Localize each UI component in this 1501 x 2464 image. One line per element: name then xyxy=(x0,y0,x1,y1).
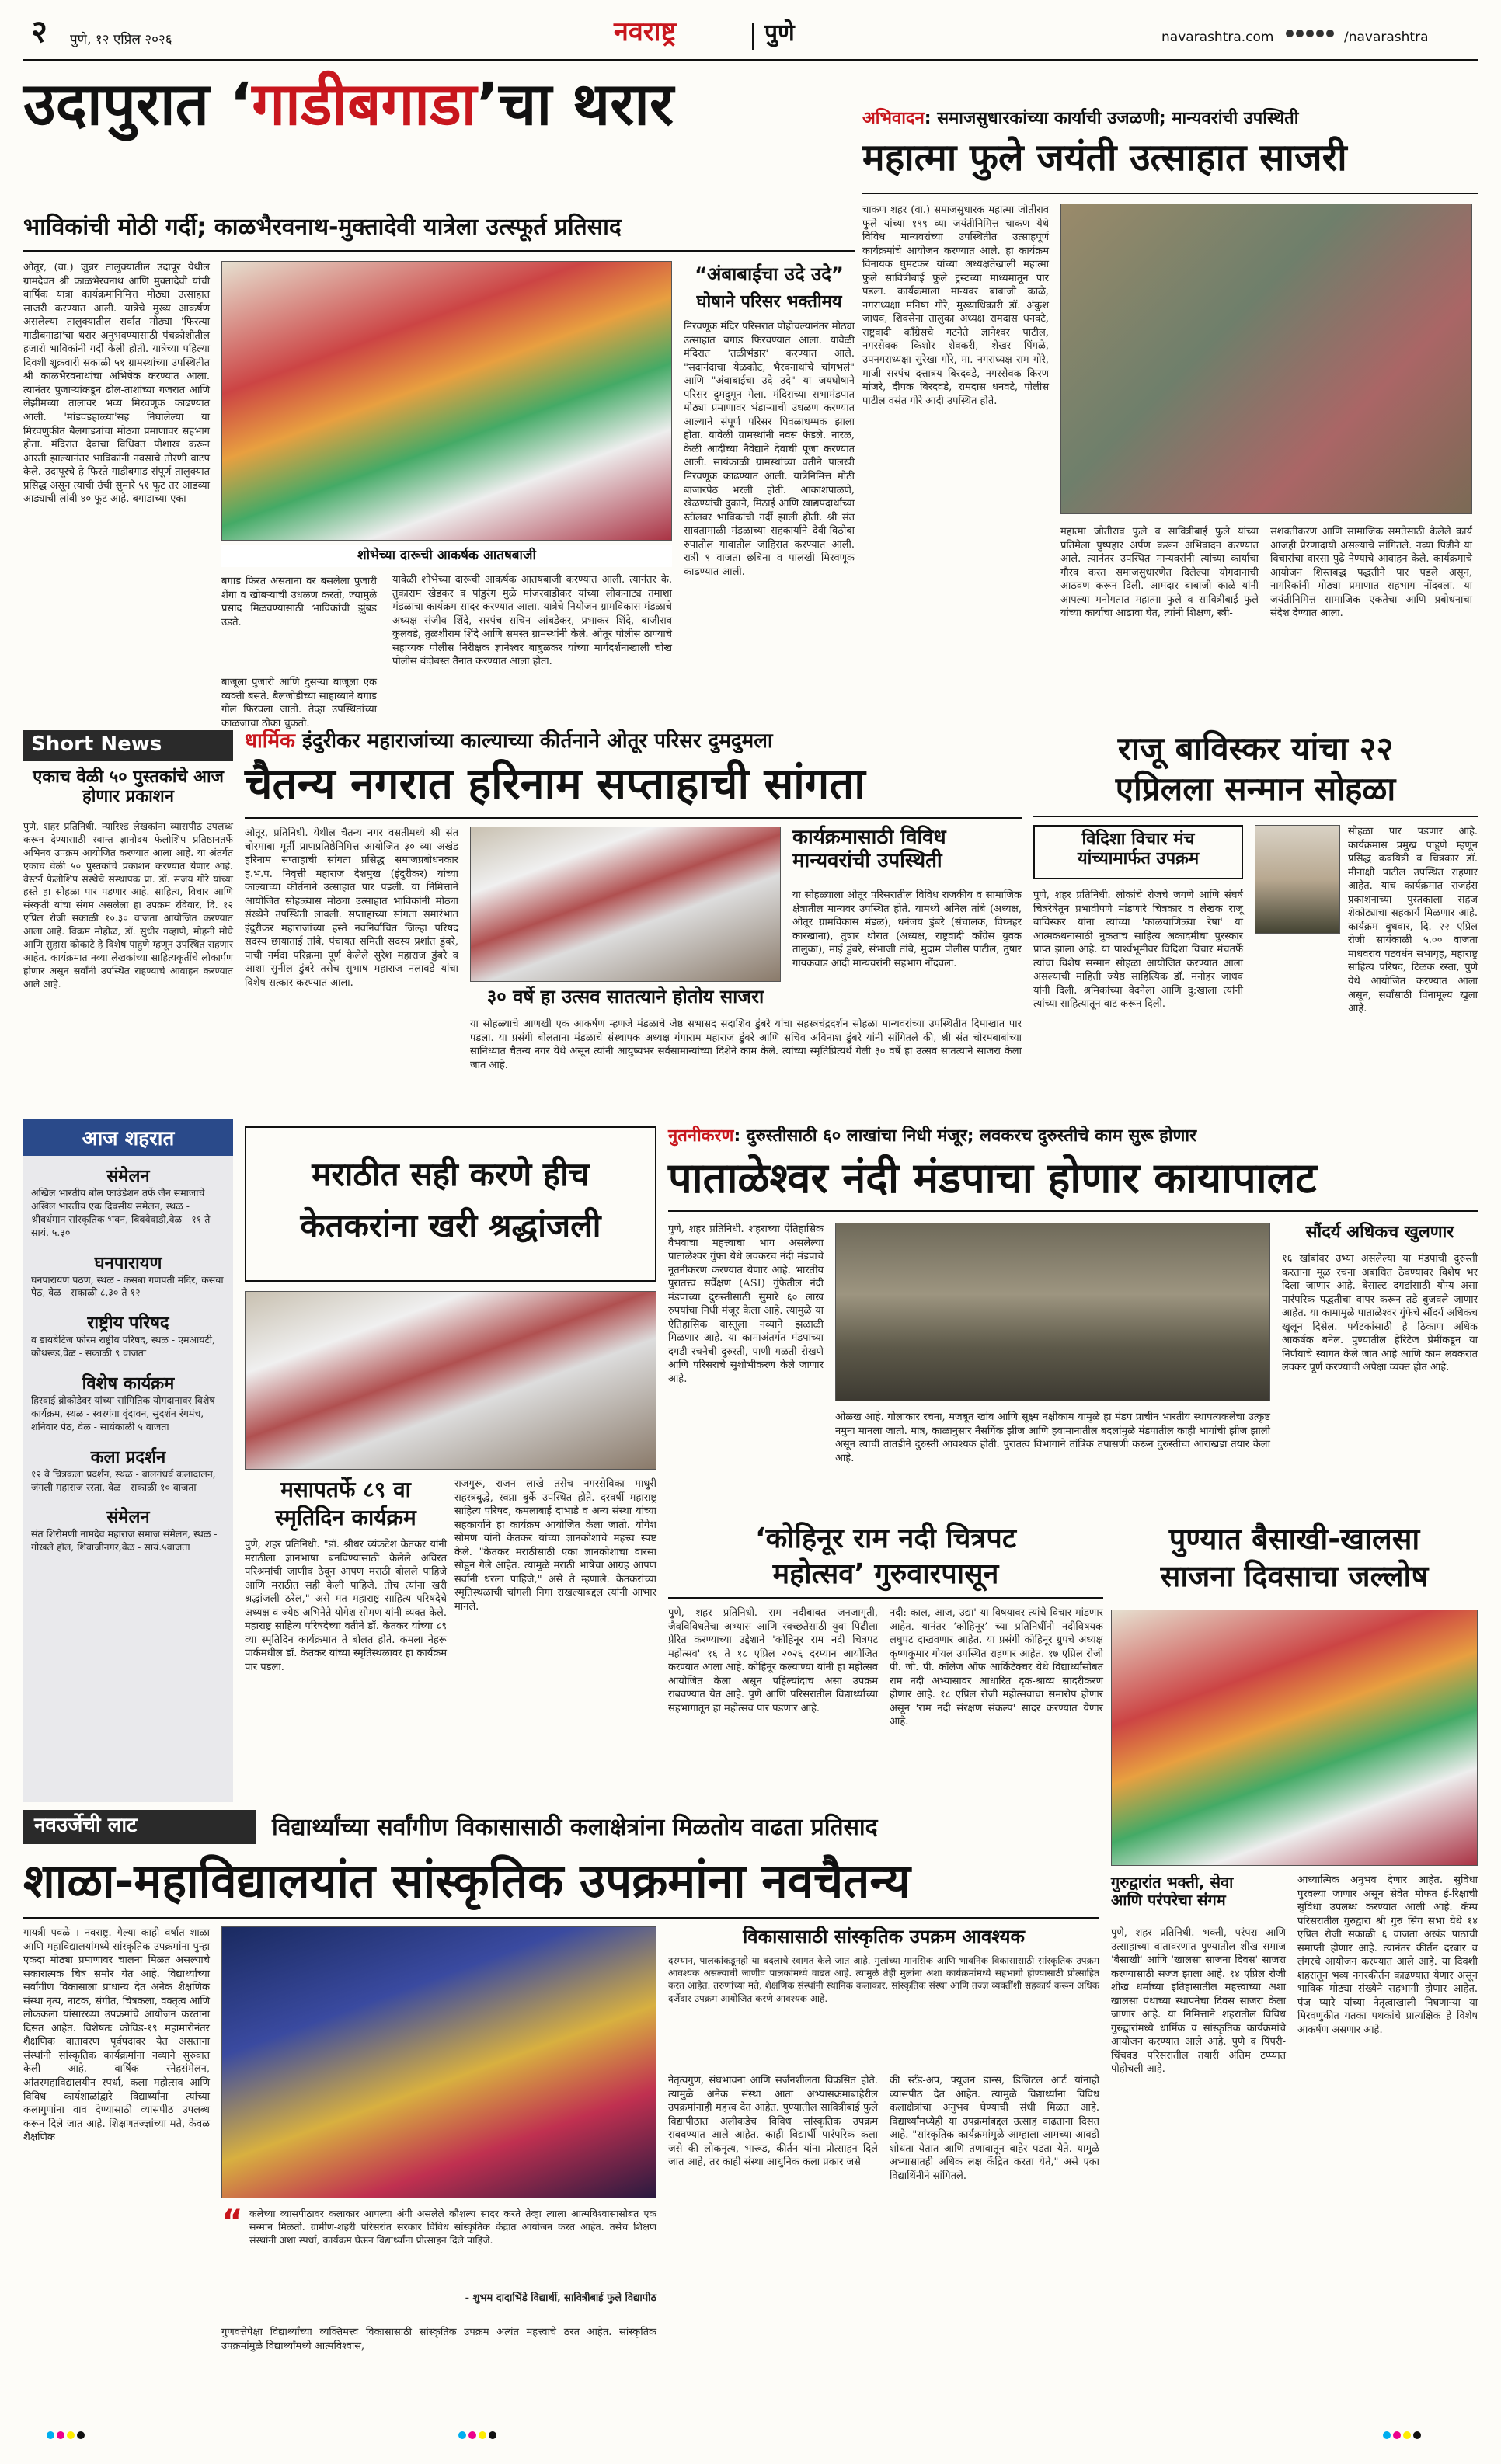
story-phule xyxy=(862,109,1478,730)
story-udapur-body: ओतूर, (वा.) जुन्नर तालुक्यातील उदापूर येथील ग्रामदैवत श्री काळभैरवनाथ आणि मुक्तादेवी यांची वार्षिक यात्रा कार्यक्रमांनिमित्त मोठ्या उत्साहात साजरी करण्यात आली. यात्रेचे मुख्य आकर्षण असलेल्या तालुक्यातील सर्वात मोठ्या 'फिरत्या गाडीबगाडा'चा थरार अनुभवण्यासाठी पंचक्रोशीतील हजारो भाविकांनी गर्दी केली होती. यात्रेच्या पहिल्या दिवशी शुक्रवारी सकाळी ५१ ग्रामस्थांच्या उपस्थितीत श्री काळभैरवनाथांचा अभिषेक करण्यात आला. त्यानंतर पुजाऱ्यांकडून ढोल-ताशांच्या गजरात आणि लेझीमच्या तालावर भव्य मिरवणूक काढण्यात आली. 'मांडवडहाळ्या'सह निघालेल्या या मिरवणुकीत बैलगाड्यांचा मोठ्या प्रमाणावर सहभाग होता. मंदिरात देवाचा विधिवत पोशाख करून आरती झाल्यानंतर भाविकांनी नवसाचे तोरणी वाटप केले. उदापूरचे हे फिरते गाडीबगाड संपूर्ण तालुक्यात प्रसिद्ध असून त्याची उंची सुमारे ५१ फूट तर आडव्या आड्याची लांबी ४० फूट आहे. बगाडाच्या एका xyxy=(23,262,210,506)
story-ketkar xyxy=(245,1126,656,1802)
story-baviskar-side: सोहळा पार पडणार आहे. कार्यक्रमास प्रमुख पाहुणे म्हणून प्रसिद्ध कवयित्री व चित्रकार डॉ. मीनाक्षी पाटील उपस्थित राहणार आहेत. याच कार्यक्रमात राजहंस प्रकाशनाच्या पुस्तकाला सहज शेकोट्याचा सहकार्य मिळणार आहे. कार्यक्रम बुधवार, दि. २२ एप्रिल रोजी सायंकाळी ५.०० वाजता माधवराव पटवर्धन सभागृह, महाराष्ट्र साहित्य परिषद, टिळक रस्ता, पुणे येथे आयोजित करण्यात आला असून, सर्वांसाठी विनामूल्य खुला आहे. xyxy=(1348,826,1478,1015)
side-body: मिरवणूक मंदिर परिसरात पोहोचल्यानंतर मोठ्या उत्साहात बगाड फिरवण्यात आला. यावेळी मंदिरात 'तळीभंडार' करण्यात आले. "सदानंदाचा येळकोट, भैरवनाथांचे चांगभलं" आणि "अंबाबाईचा उदे उदे" या जयघोषाने परिसर दुमदुमून गेला. मंदिराच्या सभामंडपात मोठ्या प्रमाणावर भंडाऱ्याची उधळण करण्यात आल्याने संपूर्ण परिसर पिवळाधम्मक झाला होता. यावेळी ग्रामस्थांनी नवस फेडले. नारळ, केळी आदींच्या नैवेद्याने देवाची पूजा करण्यात आली. सायंकाळी ग्रामस्थांच्या वतीने पालखी मिरवणूक काढण्यात आली. यात्रेनिमित्त मोठी बाजारपेठ भरली होती. आकाशपाळणे, खेळण्यांची दुकाने, मिठाई आणि खाद्यपदार्थांच्या स्टॉलवर भाविकांची गर्दी झाली होती. श्री संत सावतामाळी मंडळाच्या सहकार्याने देवी-विठोबा रुपातील गावातील जाहिरात करण्यात आली. रात्री ९ वाजता छबिना व पालखी मिरवणूक काढण्यात आली. xyxy=(684,321,855,578)
story-kohinoor xyxy=(668,1523,1103,1802)
story-udapur xyxy=(23,69,855,729)
event-body: संत शिरोमणी नामदेव महाराज समाज संमेलन, स्थळ - गोखले हॉल, शिवाजीनगर,वेळ - सायं.५वाजता xyxy=(31,1528,218,1554)
event-item xyxy=(31,1371,225,1434)
story-udapur-subhead: भाविकांची मोठी गर्दी; काळभैरवनाथ-मुक्तादेवी यात्रेला उत्स्फूर्त प्रतिसाद xyxy=(23,214,622,241)
event-body: १२ वे चित्रकला प्रदर्शन, स्थळ - बालगंधर्व कलादालन, जंगली महाराज रस्ता, वेळ - सकाळी १० वाजता xyxy=(31,1467,216,1493)
event-body: घनपारायण पठण, स्थळ - कसबा गणपती मंदिर, कसबा पेठ, वेळ - सकाळी ८.३० ते १२ xyxy=(31,1273,224,1299)
x-icon[interactable] xyxy=(1296,30,1304,37)
box-body: दरम्यान, पालकांकडूनही या बदलाचे स्वागत केले जात आहे. मुलांच्या मानसिक आणि भावनिक विकासासाठी सांस्कृतिक उपक्रम आवश्यक असल्याची जाणीव पालकांमध्ये वाढत आहे. त्यामुळे तेही मुलांना अशा कार्यक्रमांमध्ये सहभागी होण्यासाठी प्रोत्साहित करत आहेत. तरुणांच्या मते, शैक्षणिक संस्थांनी स्थानिक कलाकार, सांस्कृतिक संस्था आणि तज्ज्ञ व्यक्तींशी सहकार्य करून अधिक दर्जेदार उपक्रम आयोजित करणे आवश्यक आहे. xyxy=(668,1955,1099,2004)
info-box xyxy=(1033,825,1243,879)
event-body: हिरवाई ब्रोकोडेवर यांच्या सांगितिक योगदानावर विशेष कार्यक्रम, स्थळ - स्वरगंगा वृंदावन, सुदर्शन रंगमंच, शनिवार पेठ, वेळ - सायंकाळी ५ वाजता xyxy=(31,1394,215,1432)
side-head: “अंबाबाईचा उदे उदे” xyxy=(695,263,844,285)
box-head-1: विदिशा विचार मंच xyxy=(1081,830,1195,849)
story-ketkar-headline-2: केतकरांना खरी श्रद्धांजली xyxy=(300,1206,601,1245)
divider xyxy=(668,1597,1103,1599)
short-news-label: Short News xyxy=(23,730,233,761)
kicker-text: इंदुरीकर महाराजांच्या काल्याच्या कीर्तनाने ओतूर परिसर दुमदुमला xyxy=(302,729,773,753)
event-head: संमेलन xyxy=(106,1167,150,1186)
story-cultural xyxy=(23,1810,1099,2416)
photo-caption: गुरुद्वारांत भक्ती, सेवा आणि परंपरेचा संगम xyxy=(1111,1873,1234,1909)
event-body: व डायबेटिज फोरम राष्ट्रीय परिषद, स्थळ - एमआयटी, कोथरूड,वेळ - सकाळी ९ वाजता xyxy=(31,1334,216,1359)
social-handle[interactable]: /navarashtra xyxy=(1344,30,1429,45)
event-item xyxy=(31,1445,225,1495)
story-baisakhi-body: पुणे, शहर प्रतिनिधी. भक्ती, परंपरा आणि उत्साहाच्या वातावरणात पुण्यातील शीख समाज 'बैसाखी' आणि 'खालसा साजना दिवस' साजरा करण्यासाठी सज्ज झाला आहे. १४ एप्रिल रोजी शीख धर्माच्या इतिहासातील महत्त्वाच्या अशा खालसा पंथाच्या स्थापनेचा दिवस साजरा केला जाणार आहे. या निमित्ताने शहरातील विविध गुरुद्वारांमध्ये धार्मिक व सांस्कृतिक कार्यक्रमांचे आयोजन करण्यात आले आहे. पुणे व पिंपरी-चिंचवड परिसरातील तयारी अंतिम टप्प्यात पोहोचली आहे. xyxy=(1111,1927,1286,2076)
box-head: कार्यक्रमासाठी विविध मान्यवरांची उपस्थिती xyxy=(792,826,946,872)
quote-author: - शुभम दादाभिंडे विद्यार्थी, सावित्रीबाई फुले विद्यापीठ xyxy=(465,2292,656,2304)
story-kohinoor-headline-1: ‘कोहिनूर राम नदी चित्रपट xyxy=(754,1523,1017,1554)
page-number: २ xyxy=(31,14,47,50)
headline-part: उदापुरात ‘ xyxy=(23,69,252,138)
story-baisakhi xyxy=(1111,1523,1478,2408)
page-date: पुणे, १२ एप्रिल २०२६ xyxy=(70,32,172,47)
divider xyxy=(668,1210,1478,1212)
story-udapur-body-2: बाजूला पुजारी आणि दुसऱ्या बाजूला एक व्यक्ती बसते. बैलजोडीच्या साहाय्याने बगाड गोल फिरवला जातो. तेव्हा उपस्थितांच्या काळजाचा ठोका चुकतो. xyxy=(221,677,377,729)
story-phule-headline: महात्मा फुले जयंती उत्साहात साजरी xyxy=(862,136,1347,179)
divider xyxy=(23,1917,1099,1919)
photo-caption: शोभेच्या दारूची आकर्षक आतषबाजी xyxy=(221,545,672,567)
story-phule-body-2: महात्मा जोतीराव फुले व सावित्रीबाई फुले यांच्या प्रतिमेला पुष्पहार अर्पण करून अभिवादन करण्यात आले. त्यानंतर उपस्थित मान्यवरांनी त्यांच्या कार्याचा गौरव करत समाजसुधारणेत दिलेल्या योगदानाची आठवण करून दिली. आमदार बाबाजी काळे यांनी आपल्या मनोगतात महात्मा फुले व सावित्रीबाई फुले यांच्या कार्याचा आढावा घेत, त्यांनी शिक्षण, स्त्री- xyxy=(1060,526,1259,620)
story-chaitanya-body: ओतूर, प्रतिनिधी. येथील चैतन्य नगर वसतीमध्ये श्री संत चोरमाबा मूर्ती प्राणप्रतिष्ठेनिमित्त आयोजित ३० व्या अखंड हरिनाम सप्ताहाची सांगता प्रसिद्ध समाजप्रबोधनकार ह.भ.प. निवृत्ती महाराज देशमुख (इंदुरीकर) यांच्या काल्याच्या कीर्तनाने उत्साहात पार पडली. या निमित्ताने आयोजित सोहळ्यास मोठ्या उत्साहात भाविकांनी मोठ्या संख्येने उपस्थिती लावली. सप्ताहाच्या सांगता समारंभात इंदुरीकर महाराजांच्या हस्ते नवनिर्वाचित जिल्हा परिषद सदस्य छायाताई तांबे, पंचायत समिती सदस्य प्रशांत डुंबरे, पाची नर्मदा परिक्रमा पूर्ण केलेले सुरेश महाराज डुंबरे व आशा सुनील डुंबरे तसेच सुभाष महाराज नलावडे यांचा विशेष सत्कार करण्यात आला. xyxy=(245,827,458,990)
story-baisakhi-headline-2: साजना दिवसाचा जल्लोष xyxy=(1160,1559,1429,1593)
quote-text: कलेच्या व्यासपीठावर कलाकार आपल्या अंगी असलेले कौशल्य सादर करते तेव्हा त्याला आत्मविश्वासासोबत एक सन्मान मिळतो. ग्रामीण-शहरी परिसरांत सरकार विविध सांस्कृतिक केंद्रात आयोजन करत आहेत. तसेच शिक्षण संस्थांनी अशा स्पर्धा, कार्यक्रम घेऊन विद्यार्थ्यांना प्रोत्साहन दिले पाहिजे. xyxy=(249,2208,656,2246)
story-cultural-body-2: नेतृत्वगुण, संघभावना आणि सर्जनशीलता विकसित होते. त्यामुळे अनेक संस्था आता अभ्यासक्रमाबाहेरील उपक्रमांनाही महत्त्व देत आहेत. पुण्यातील सावित्रीबाई फुले विद्यापीठात अलीकडेच विविध सांस्कृतिक उपक्रम राबवण्यात आले आहेत. काही विद्यार्थी पारंपरिक कला जसे की लोकनृत्य, भारूड, कीर्तन यांना प्रोत्साहन दिले जात आहे, तर काही संस्था आधुनिक कला प्रकार जसे xyxy=(668,2075,878,2169)
color-dots-right xyxy=(1383,2431,1423,2439)
kicker-text: : समाजसुधारकांच्या कार्याची उजळणी; मान्यवरांची उपस्थिती xyxy=(924,109,1299,128)
story-baviskar-body: पुणे, शहर प्रतिनिधी. लोकांचे रोजचे जगणे आणि संघर्ष चित्ररेषेतून प्रभावीपणे मांडणारे चित्रकार व लेखक राजू बाविस्कर यांना त्यांच्या 'काळयाणिळ्या रेषा' या आत्मकथनासाठी नुकताच साहित्य अकादमीचा पुरस्कार प्राप्त झाला आहे. या पार्श्वभूमीवर विदिशा विचार मंचतर्फे त्यांचा विशेष सन्मान सोहळा आयोजित करण्यात आला असल्याची माहिती ज्येष्ठ साहित्यिक डॉ. मनोहर जाधव यांनी दिली. श्रमिकांच्या वेदनेला आणि दु:खाला त्यांनी त्यांच्या साहित्यातून वाट करून दिली. xyxy=(1033,889,1243,1011)
box-head: विकासासाठी सांस्कृतिक उपक्रम आवश्यक xyxy=(743,1926,1025,1947)
story-chaitanya-body-2: या सोहळ्याचे आणखी एक आकर्षण म्हणजे मंडळाचे जेष्ठ सभासद सदाशिव डुंबरे यांचा सहस्त्रचंद्रदर्शन सोहळा मान्यवरांच्या उपस्थितीत दिमाखात पार पडला. या प्रसंगी बोलताना मंडळाचे संस्थापक अध्यक्ष गंगाराम महाराज डुंबरे आणि सचिव अविनाश डुंबरे यांनी सांगितले की, श्री संत चोरमबाबांच्या सानिध्यात चैतन्य नगर येथे असून त्यांनी आयुष्यभर सर्वसामान्यांच्या दिशेने काम केले. त्यांच्या स्मृतिप्रित्यर्थ गेली ३० वर्षे हा उत्सव सातत्याने साजरा केला जात आहे. xyxy=(470,1018,1022,1071)
quote-mark-icon: “ xyxy=(221,2202,243,2240)
kicker-text: : दुरुस्तीसाठी ६० लाखांचा निधी मंजूर; लवकरच दुरुस्तीचे काम सुरू होणार xyxy=(733,1126,1197,1146)
color-dots-left xyxy=(47,2431,87,2439)
side-subhead: घोषाने परिसर भक्तीमय xyxy=(696,292,842,311)
photo-caption: ३० वर्षे हा उत्सव सातत्याने होतोय साजरा xyxy=(486,986,764,1008)
story-phule-body: चाकण शहर (वा.) समाजसुधारक महात्मा जोतीराव फुले यांच्या १९९ व्या जयंतीनिमित्त चाकण येथे विविध मान्यवरांच्या उपस्थितीत उत्साहपूर्ण कार्यक्रमांचे आयोजन करण्यात आले. हा कार्यक्रम विनायक घुमटकर यांच्या अध्यक्षतेखाली महात्मा फुले सावित्रीबाई फुले ट्रस्टच्या माध्यमातून पार पडला. कार्यक्रमाला मान्यवर बाबाजी काळे, नगराध्यक्षा मनिषा गोरे, मुख्याधिकारी डॉ. अंकुश जाधव, शिवसेना तालुका अध्यक्ष रामदास धनवटे, राष्ट्रवादी काँग्रेसचे गटनेते ज्ञानेश्वर पाटील, नगरसेवक किशोर शेवकरी, शेखर पिंगळे, उपनगराध्यक्षा सुरेखा गोरे, मा. नगराध्यक्ष राम गोरे, माजी सरपंच दत्तात्रय बिरदवडे, नगरसेवक किरण मांजरे, दीपक बिरदवडे, रामदास धनवटे, पोलीस पाटील वसंत गोरे आदी उपस्थित होते. xyxy=(862,204,1049,407)
aaj-shahrat-title: आज शहरात xyxy=(23,1119,233,1156)
story-baviskar xyxy=(1033,730,1478,1119)
fireworks-text: यावेळी शोभेच्या दारूची आकर्षक आतषबाजी करण्यात आली. त्यानंतर के. तुकाराम खेडकर व पांडुरंग मुळे मांजरवाडीकर यांच्या लोकनाट्य तमाशा मंडळाचा कार्यक्रम सादर करण्यात आला. यात्रेचे नियोजन ग्रामविकास मंडळाचे अध्यक्ष संजीव शिंदे, सरपंच सचिन आंबडेकर, प्रभाकर शिंदे, बाजीराव कुलवडे, तुळशीराम शिंदे आणि समस्त ग्रामस्थांनी केले. ओतूर पोलीस ठाण्याचे सहाय्यक पोलीस निरीक्षक ज्ञानेश्वर बाबुळकर यांच्या मार्गदर्शनाखाली चोख पोलीस बंदोबस्त तैनात करण्यात आला होता. xyxy=(392,574,672,668)
story-pataleshwar-body-2: ओळख आहे. गोलाकार रचना, मजबूत खांब आणि सूक्ष्म नक्षीकाम यामुळे हा मंडप प्राचीन भारतीय स्थापत्यकलेचा उत्कृष्ट नमुना मानला जातो. मात्र, काळानुसार नैसर्गिक झीज आणि हवामानातील बदलांमुळे मंडपातील काही भागांची झीज झाली असून त्याची तातडीने दुरुस्ती आवश्यक होती. पुरातत्व विभागाने तांत्रिक तपासणी करून दुरुस्तीचा आराखडा तयार केला आहे. xyxy=(835,1411,1270,1464)
linkedin-icon[interactable] xyxy=(1326,30,1334,37)
event-item xyxy=(31,1164,225,1240)
short-news-head: एकाच वेळी ५० पुस्तकांचे आज होणार प्रकाशन xyxy=(33,767,224,807)
youtube-icon[interactable] xyxy=(1316,30,1324,37)
event-item xyxy=(31,1505,225,1554)
facebook-icon[interactable] xyxy=(1286,30,1294,37)
story-chaitanya xyxy=(245,730,1022,1119)
kicker-label: धार्मिक xyxy=(245,729,295,753)
quote-box xyxy=(221,2202,656,2316)
edition-city: पुणे xyxy=(764,19,795,47)
story-pataleshwar-body: पुणे, शहर प्रतिनिधी. शहराच्या ऐतिहासिक वैभवाचा महत्त्वाचा भाग असलेल्या पाताळेश्वर गुंफा येथे लवकरच नंदी मंडपाचे नूतनीकरण करण्यात येणार आहे. भारतीय पुरातत्त्व सर्वेक्षण (ASI) गुंफेतील नंदी मंडपाच्या दुरुस्तीसाठी सुमारे ६० लाख रुपयांचा निधी मंजूर केला आहे. त्यामुळे या ऐतिहासिक वास्तूला नव्याने झळाळी मिळणार आहे. या कामाअंतर्गत मंडपाच्या दगडी रचनेची दुरुस्ती, पाणी गळती रोखणे आणि परिसराचे सुशोभीकरण केले जाणार आहे. xyxy=(668,1223,824,1386)
photo-phule-statue xyxy=(1060,204,1472,514)
masthead xyxy=(0,0,1501,62)
photo-nagarkirtan xyxy=(1111,1610,1478,1866)
masthead-rule xyxy=(23,59,1478,61)
brand-divider xyxy=(752,23,754,50)
divider xyxy=(23,250,855,252)
story-kohinoor-headline-2: महोत्सव’ गुरुवारपासून xyxy=(772,1558,999,1590)
story-baviskar-headline-1: राजू बाविस्कर यांचा २२ xyxy=(1117,729,1394,767)
story-ketkar-headline-1: मराठीत सही करणे हीच xyxy=(312,1155,590,1193)
headline-box xyxy=(245,1126,656,1282)
story-baisakhi-headline-1: पुण्यात बैसाखी-खालसा xyxy=(1168,1522,1420,1556)
photo-portrait xyxy=(1255,825,1340,934)
color-dots-center xyxy=(458,2431,499,2439)
story-baviskar-headline-2: एप्रिलला सन्मान सोहळा xyxy=(1115,770,1396,808)
photo-kirtan xyxy=(470,827,781,982)
photo-caption-2: स्मृतिदिन कार्यक्रम xyxy=(275,1505,416,1530)
photo-nandi-mandap xyxy=(835,1223,1270,1401)
headline-part: ’चा थरार xyxy=(476,69,674,138)
photo-gadibagada xyxy=(221,261,672,541)
kicker: विद्यार्थ्यांच्या सर्वांगीण विकासासाठी कलाक्षेत्रांना मिळतोय वाढता प्रतिसाद xyxy=(272,1814,878,1841)
story-udapur-body-3: बगाड फिरत असताना वर बसलेला पुजारी शेंगा व खोबऱ्याची उधळण करतो, ज्यामुळे प्रसाद मिळवण्यासाठी भाविकांची झुंबड उडते. xyxy=(221,576,377,628)
story-phule-body-3: सशक्तीकरण आणि सामाजिक समतेसाठी केलेले कार्य आजही प्रेरणादायी असल्याचे सांगितले. नव्या पिढीने या विचारांचा वारसा पुढे नेण्याचे आवाहन केले. कार्यक्रमाचे आयोजन शिस्तबद्ध पद्धतीने पार पडले असून, नागरिकांनी मोठ्या प्रमाणात सहभाग नोंदवला. या जयंतीनिमित्त सामाजिक एकतेचा आणि प्रबोधनाचा संदेश देण्यात आला. xyxy=(1270,526,1472,620)
story-pataleshwar xyxy=(668,1126,1478,1515)
event-head: विशेष कार्यक्रम xyxy=(82,1374,175,1394)
divider xyxy=(1033,816,1478,817)
event-head: कला प्रदर्शन xyxy=(90,1447,166,1467)
event-head: राष्ट्रीय परिषद xyxy=(87,1314,169,1334)
kicker xyxy=(862,109,1478,128)
story-ketkar-body-2: राजगुरू, राजन लाखे तसेच नगरसेविका माधुरी सहस्त्रबुद्धे, स्वप्ना बुर्के उपस्थित होते. दरवर्षी महाराष्ट्र साहित्य परिषद, कमलाबाई दाभाडे व अन्य संस्था यांच्या सहकार्याने हा कार्यक्रम आयोजित केला जातो. योगेश सोमण यांनी केतकर यांच्या ज्ञानकोशाचे महत्त्व स्पष्ट केले. "केतकर मराठीसाठी एका ज्ञानकोशाचा वारसा सोडून गेले आहेत. त्यामुळे मराठी भाषेचा आग्रह आपण सर्वांनी धरला पाहिजे," असे ते म्हणाले. केतकरांच्या स्मृतिस्थळाची चांगली निगा राखल्याबद्दल त्यांनी आभार मानले. xyxy=(454,1478,656,1613)
website-url[interactable]: navarashtra.com xyxy=(1161,30,1274,45)
story-ketkar-body: पुणे, शहर प्रतिनिधी. "डॉ. श्रीधर व्यंकटेश केतकर यांनी मराठीला ज्ञानभाषा बनविण्यासाठी केलेले अविरत परिश्रमांची जाणीव ठेवून आपण मराठी बोलले पाहिजे आणि मराठीत सही केली पाहिजे. तीच त्यांना खरी श्रद्धांजली ठरेल," असे मत महाराष्ट्र साहित्य परिषदेचे अध्यक्ष व ज्येष्ठ अभिनेते योगेश सोमण यांनी व्यक्त केले. महाराष्ट्र साहित्य परिषदेच्या वतीने डॉ. केतकर यांच्या ८९ व्या स्मृतिदिन कार्यक्रमात ते बोलत होते. कमला नेहरू पार्कमधील डॉ. केतकर यांच्या स्मृतिस्थळावर हा कार्यक्रम पार पडला. xyxy=(245,1539,447,1673)
story-chaitanya-headline: चैतन्य नगरात हरिनाम सप्ताहाची सांगता xyxy=(245,759,865,809)
photo-ketkar-event xyxy=(245,1291,656,1470)
aaj-shahrat xyxy=(23,1119,233,1802)
event-head: घनपारायण xyxy=(94,1253,162,1273)
short-news-body: पुणे, शहर प्रतिनिधी. न्यारिश्ड लेखकांना व्यासपीठ उपलब्ध करून देण्यासाठी स्वान्त ज्ञानोदय फेलोशिप प्रतिष्ठानतर्फे अभिनव उपक्रम आयोजित करण्यात आला आहे. या अंतर्गत एकाच वेळी ५० पुस्तकांचे प्रकाशन करण्यात येणार आहे. वेस्टर्न फेलोशिप संस्थेचे संस्थापक प्रा. डॉ. संजय गोरे यांच्या हस्ते हा सोहळा पार पडणार आहे. साहित्य, विचार आणि संस्कृती यांचा संगम असलेला हा उपक्रम रविवार, दि. १२ एप्रिल रोजी सकाळी १०.३० वाजता आयोजित करण्यात आला आहे. विक्रम मोहोळ, डॉ. सुधीर गव्हाणे, मोहनी मोघे आणि सुहास कोकाटे हे विशेष पाहुणे म्हणून उपस्थित राहणार आहेत. कार्यक्रमात नव्या लेखकांच्या साहित्यकृतींचे लोकार्पण होणार असून सर्वांनी उपस्थित राहण्याचे आवाहन करण्यात आले आहे. xyxy=(23,820,233,990)
kicker-label: अभिवादन xyxy=(862,109,925,128)
short-news xyxy=(23,730,233,1103)
story-cultural-body-3: की स्टँड-अप, फ्यूजन डान्स, डिजिटल आर्ट यांनाही व्यासपीठ देत आहेत. त्यामुळे विद्यार्थ्यांना विविध कलाक्षेत्रांचा अनुभव घेण्याची संधी मिळत आहे. विद्यार्थ्यांमध्येही या उपक्रमांबद्दल उत्साह वाढताना दिसत आहे. "सांस्कृतिक कार्यक्रमांमुळे आम्हाला आमच्या आवडी शोधता येतात आणि तणावातून बाहेर पडता येते. यामुळे अभ्यासातही अधिक लक्ष केंद्रित करता येते," असे एका विद्यार्थिनीने सांगितले. xyxy=(890,2075,1099,2182)
event-item xyxy=(31,1251,225,1300)
photo-caption-1: मसापतर्फे ८९ वा xyxy=(280,1477,411,1502)
event-head: संमेलन xyxy=(106,1508,150,1528)
brand-logo: नवराष्ट्र xyxy=(614,16,677,47)
box-head-2: यांच्यामार्फत उपक्रम xyxy=(1077,849,1200,869)
box-head: सौंदर्य अधिकच खुलणार xyxy=(1305,1223,1454,1242)
event-item xyxy=(31,1310,225,1360)
story-cultural-headline: शाळा-महाविद्यालयांत सांस्कृतिक उपक्रमांना नवचैतन्य xyxy=(23,1854,911,1909)
social-icons[interactable] xyxy=(1286,30,1336,37)
kicker xyxy=(245,730,1022,753)
divider xyxy=(245,817,1022,819)
story-udapur-headline xyxy=(23,70,855,137)
photo-stage xyxy=(221,1926,656,2198)
kicker-label: नुतनीकरण xyxy=(668,1126,734,1146)
footer-registration xyxy=(0,2424,1501,2455)
divider xyxy=(862,193,1478,194)
story-cultural-label: नवउर्जेची लाट xyxy=(23,1810,256,1844)
story-baisakhi-body-2: आध्यात्मिक अनुभव देणार आहेत. सुविधा पुरवल्या जाणार असून सेवेत मोफत ई-रिक्षाची सुविधा उपलब्ध करण्यात आली आहे. कॅम्प परिसरातील गुरुद्वारा श्री गुरु सिंग सभा येथे १४ एप्रिल रोजी सकाळी ६ वाजता अखंड पाठाची समाप्ती होणार आहे. त्यानंतर कीर्तन दरबार व लंगरचे आयोजन करण्यात आले आहे. या दिवशी शहरातून भव्य नगरकीर्तन काढण्यात येणार असून भाविक मोठ्या संख्येने सहभागी होणार आहेत. पंज प्यारे यांच्या नेतृत्वाखाली निघणाऱ्या या मिरवणुकीत गतका पथकांचे प्रात्यक्षिक हे विशेष आकर्षण असणार आहे. xyxy=(1297,1874,1478,2037)
story-kohinoor-body-2: नदी: काल, आज, उद्या' या विषयावर त्यांचे विचार मांडणार आहेत. यानंतर ‘कोहिनूर’ च्या प्रतिनिधींनी नदीविषयक लघुपट दाखवणार आहेत. या प्रसंगी कोहिनूर ग्रुपचे अध्यक्ष कृष्णकुमार गोयल उपस्थित राहणार आहेत. १७ एप्रिल रोजी पी. जी. पी. कॉलेज ऑफ आर्किटेक्चर येथे विद्यार्थ्यांसोबत राम नदी अभ्यासावर आधारित दृक-श्राव्य सादरीकरण होणार आहे. १८ एप्रिल रोजी महोत्सवाचा समारोप होणार असून 'राम नदी संरक्षण संकल्प' सादर करण्यात येणार आहे. xyxy=(890,1607,1103,1728)
event-body: अखिल भारतीय बोल फाउंडेशन तर्फे जैन समाजाचे अखिल भारतीय एक दिवसीय संमेलन, स्थळ - श्रीवर्धमान सांस्कृतिक भवन, बिबवेवाडी,वेळ - ११ ते सायं. ५.३० xyxy=(31,1187,211,1238)
box-body: या सोहळ्याला ओतूर परिसरातील विविध राजकीय व सामाजिक क्षेत्रातील मान्यवर उपस्थित होते. यामध्ये अनिल तांबे (अध्यक्ष, ओतूर ग्रामविकास मंडळ), धनंजय डुंबरे (संचालक, विघ्नहर कारखाना), तुषार थोरात (अध्यक्ष, राष्ट्रवादी काँग्रेस युवक तालुका), माई डुंबरे, संभाजी तांबे, मुदाम पोलीस पाटील, तुषार गायकवाड आदी मान्यवरांनी सहभाग नोंदवला. xyxy=(792,889,1022,969)
story-cultural-tail: गुणवत्तेपेक्षा विद्यार्थ्यांच्या व्यक्तिमत्त्व विकासासाठी सांस्कृतिक उपक्रम अत्यंत महत्त्वाचे ठरत आहेत. सांस्कृतिक उपक्रमांमुळे विद्यार्थ्यांमध्ये आत्मविश्वास, xyxy=(221,2327,656,2352)
story-pataleshwar-headline: पाताळेश्वर नंदी मंडपाचा होणार कायापालट xyxy=(668,1154,1317,1202)
story-kohinoor-body: पुणे, शहर प्रतिनिधी. राम नदीबाबत जनजागृती, जैवविविधतेचा अभ्यास आणि स्वच्छतेसाठी युवा पिढीला प्रेरित करण्याच्या उद्देशाने 'कोहिनूर राम नदी चित्रपट महोत्सव' १६ ते १८ एप्रिल २०२६ दरम्यान आयोजित करण्यात आला आहे. कोहिनूर कल्याण्या यांनी हा महोत्सव आयोजित केला असून पहिल्यांदाच असा उपक्रम राबवण्यात येत आहे. पुणे आणि परिसरातील विद्यार्थ्यांच्या सहभागातून हा महोत्सव पार पडणार आहे. xyxy=(668,1607,878,1714)
kicker xyxy=(668,1126,1478,1146)
headline-highlight: गाडीबगाडा xyxy=(252,69,477,138)
instagram-icon[interactable] xyxy=(1306,30,1314,37)
story-cultural-body: गायत्री पवळे । नवराष्ट्र. गेल्या काही वर्षात शाळा आणि महाविद्यालयांमध्ये सांस्कृतिक उपक्रमांना पुन्हा एकदा मोठ्या प्रमाणावर चालना मिळत असल्याचे सकारात्मक चित्र समोर येत आहे. विद्यार्थ्यांच्या सर्वांगीण विकासाला प्राधान्य देत अनेक शैक्षणिक संस्था नृत्य, नाटक, संगीत, चित्रकला, वक्तृत्व आणि लोककला यांसारख्या उपक्रमांचे आयोजन करताना दिसत आहेत. विशेषतः कोविड-१९ महामारीनंतर शैक्षणिक वातावरण पूर्वपदावर येत असताना संस्थांनी सांस्कृतिक कार्यक्रमांना नव्याने सुरुवात केली आहे. वार्षिक स्नेहसंमेलन, आंतरमहाविद्यालयीन स्पर्धा, कला महोत्सव आणि विविध कार्यशाळांद्वारे विद्यार्थ्यांना त्यांच्या कलागुणांना वाव देण्यासाठी व्यासपीठ उपलब्ध करून दिले जात आहे. शिक्षणतज्ज्ञांच्या मते, केवळ शैक्षणिक xyxy=(23,1927,210,2144)
box-body: १६ खांबांवर उभ्या असलेल्या या मंडपाची दुरुस्ती करताना मूळ रचना अबाधित ठेवण्यावर विशेष भर दिला जाणार आहे. बेसाल्ट दगडांसाठी योग्य असा पारंपरिक पद्धतीचा वापर करून तडे बुजवले जाणार आहेत. या कामामुळे पाताळेश्वर गुंफेचे सौंदर्य अधिकच खुलून दिसेल. पर्यटकांसाठी हे ठिकाण अधिक आकर्षक बनेल. पुण्यातील हेरिटेज प्रेमींकडून या निर्णयाचे स्वागत केले जात आहे आणि काम लवकरात लवकर पूर्ण करण्याची अपेक्षा व्यक्त होत आहे. xyxy=(1282,1253,1478,1374)
